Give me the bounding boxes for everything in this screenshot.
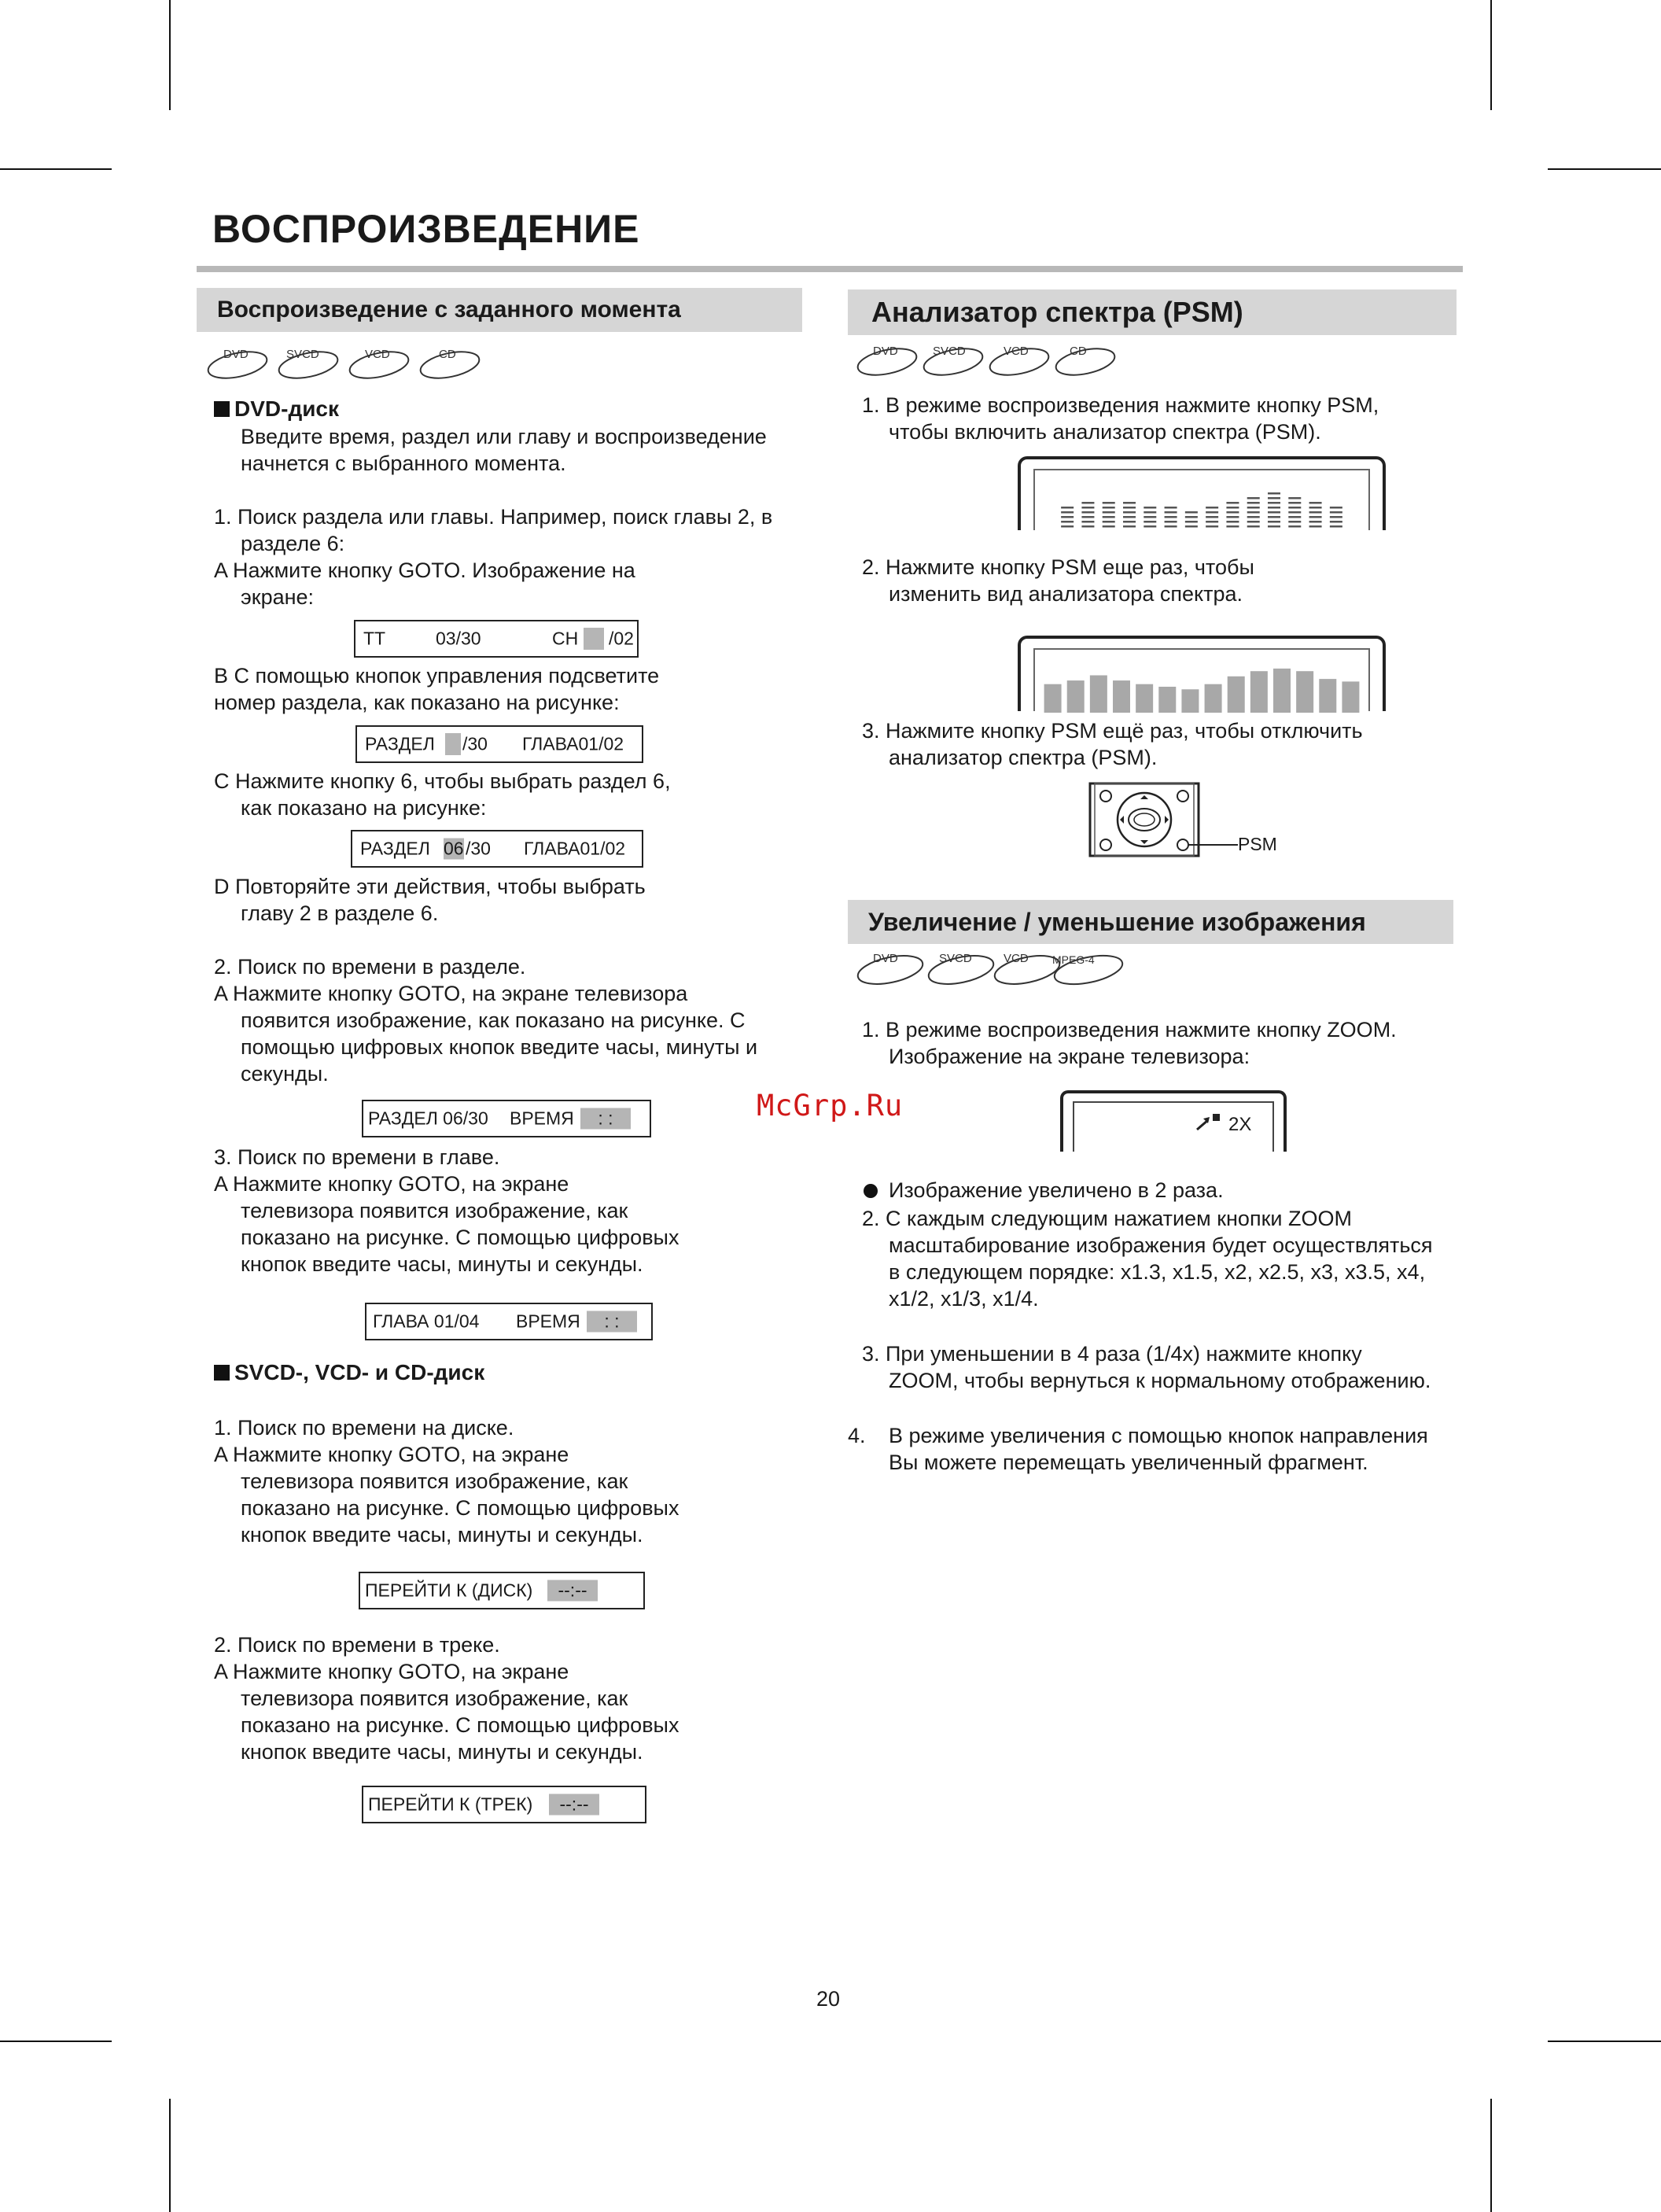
spectrum-segment xyxy=(1330,521,1342,523)
osd-text: /30 xyxy=(466,838,491,859)
step-text: как показано на рисунке: xyxy=(241,796,487,820)
osd-text: ПЕРЕЙТИ К (ТРЕК) xyxy=(368,1794,533,1815)
osd-highlight: 06 xyxy=(444,838,464,859)
spectrum-bar xyxy=(1081,502,1094,528)
svcd-subheading xyxy=(214,1359,484,1386)
step-text: 2. С каждым следующим нажатием кнопки ZOOM xyxy=(862,1207,1352,1230)
spectrum-segment xyxy=(1103,521,1115,523)
zoom-bullet xyxy=(864,1177,1224,1204)
step-text: главу 2 в разделе 6. xyxy=(241,901,439,925)
step-text: изменить вид анализатора спектра. xyxy=(889,582,1243,606)
spectrum-segment xyxy=(1206,511,1218,514)
osd-time-field: --:-- xyxy=(547,1580,598,1602)
spectrum-segment xyxy=(1165,516,1177,518)
crop-mark xyxy=(0,2041,112,2042)
spectrum-bar xyxy=(1309,502,1322,528)
spectrum-segment xyxy=(1123,502,1136,504)
disc-icon-svcd xyxy=(277,346,340,384)
spectrum-bar xyxy=(1067,680,1085,713)
title-rule xyxy=(197,266,1463,272)
spectrum-segment xyxy=(1061,507,1074,509)
spectrum-segment xyxy=(1061,511,1074,514)
spectrum-segment xyxy=(1081,507,1094,509)
spectrum-segment xyxy=(1309,507,1322,509)
spectrum-segment xyxy=(1165,507,1177,509)
step-text: 3. При уменьшении в 4 раза (1/4x) нажмите кнопку xyxy=(862,1342,1362,1366)
step-text: 2. Поиск по времени в треке. xyxy=(214,1633,500,1657)
disc-icon-svcd xyxy=(922,343,985,381)
step-text: 2. Нажмите кнопку PSM еще раз, чтобы xyxy=(862,555,1254,579)
spectrum-segment xyxy=(1081,525,1094,528)
square-bullet-icon xyxy=(214,401,230,417)
svcd-subheading-text: SVCD-, VCD- и CD-диск xyxy=(234,1360,485,1384)
spectrum-segment xyxy=(1185,516,1198,518)
step-text: ZOOM, чтобы вернуться к нормальному отображению. xyxy=(889,1369,1431,1392)
spectrum-segment xyxy=(1288,497,1301,500)
step-text: кнопок введите часы, минуты и секунды. xyxy=(241,1252,643,1276)
watermark: McGrp.Ru xyxy=(757,1089,904,1123)
disc-label: CD xyxy=(439,348,456,361)
spectrum-bar xyxy=(1165,507,1177,528)
osd-text: РАЗДЕЛ xyxy=(360,838,430,859)
spectrum-display-solid xyxy=(1018,636,1386,711)
osd-text: ГЛАВА01/02 xyxy=(524,838,626,859)
spectrum-segment xyxy=(1268,525,1280,528)
disc-icon-svcd xyxy=(926,950,996,990)
spectrum-segment xyxy=(1103,507,1115,509)
step-text: B С помощью кнопок управления подсветите xyxy=(214,664,660,688)
step-number: 4. xyxy=(848,1424,866,1447)
spectrum-segment xyxy=(1081,502,1094,504)
disc-label: SVCD xyxy=(933,345,966,358)
spectrum-segment xyxy=(1206,516,1218,518)
spectrum-segment xyxy=(1061,516,1074,518)
spectrum-bar xyxy=(1247,497,1260,528)
spectrum-bar xyxy=(1144,507,1156,528)
spectrum-bar xyxy=(1226,502,1239,528)
crop-mark xyxy=(169,0,171,110)
disc-label: VCD xyxy=(1004,345,1029,358)
spectrum-bar xyxy=(1228,677,1245,713)
spectrum-bar xyxy=(1103,502,1115,528)
step-text: A Нажмите кнопку GOTO, на экране xyxy=(214,1443,569,1466)
step-text: показано на рисунке. С помощью цифровых xyxy=(241,1226,680,1249)
zoom-tv-screen xyxy=(1060,1090,1287,1152)
step-text: 3. Поиск по времени в главе. xyxy=(214,1145,500,1169)
step-text: появится изображение, как показано на рисунке. С xyxy=(241,1008,746,1032)
disc-icon-dvd xyxy=(206,346,269,384)
crop-mark xyxy=(169,2099,171,2212)
osd-goto-track xyxy=(362,1786,646,1823)
osd-title-chapter xyxy=(354,620,639,658)
crop-mark xyxy=(1490,0,1492,110)
spectrum-segment xyxy=(1247,521,1260,523)
spectrum-segment xyxy=(1185,511,1198,514)
spectrum-segment xyxy=(1123,525,1136,528)
dvd-subheading xyxy=(214,396,339,422)
spectrum-segment xyxy=(1103,511,1115,514)
spectrum-segment xyxy=(1165,525,1177,528)
spectrum-bar xyxy=(1205,684,1222,713)
step-text: помощью цифровых кнопок введите часы, минуты и xyxy=(241,1035,758,1059)
disc-icon-cd xyxy=(418,346,481,384)
spectrum-bar xyxy=(1288,497,1301,528)
spectrum-bar xyxy=(1090,675,1107,713)
step-text: 1. Поиск раздела или главы. Например, поиск главы 2, в xyxy=(214,505,773,529)
spectrum-screen xyxy=(1033,648,1370,711)
spectrum-segment xyxy=(1206,507,1218,509)
spectrum-segment xyxy=(1103,516,1115,518)
spectrum-segment xyxy=(1226,511,1239,514)
spectrum-segment xyxy=(1081,516,1094,518)
spectrum-segment xyxy=(1247,516,1260,518)
spectrum-segment xyxy=(1144,511,1156,514)
spectrum-bar xyxy=(1113,680,1130,713)
spectrum-segment xyxy=(1185,521,1198,523)
spectrum-segment xyxy=(1309,516,1322,518)
spectrum-dashed-bars xyxy=(1035,470,1368,532)
page-title: ВОСПРОИЗВЕДЕНИЕ xyxy=(212,207,640,251)
spectrum-segment xyxy=(1226,525,1239,528)
spectrum-segment xyxy=(1123,521,1136,523)
zoom-bullet-text: Изображение увеличено в 2 раза. xyxy=(889,1178,1224,1202)
spectrum-bar xyxy=(1296,671,1313,713)
spectrum-segment xyxy=(1103,525,1115,528)
remote-control-illustration xyxy=(1088,782,1277,857)
osd-highlight xyxy=(445,733,461,755)
step-text: 1. Поиск по времени на диске. xyxy=(214,1416,514,1440)
spectrum-segment xyxy=(1123,516,1136,518)
spectrum-segment xyxy=(1165,511,1177,514)
step-text: A Нажмите кнопку GOTO, на экране xyxy=(214,1660,569,1683)
crop-mark xyxy=(1490,2099,1492,2212)
spectrum-bar xyxy=(1158,687,1176,713)
spectrum-bar xyxy=(1044,684,1062,713)
spectrum-bar xyxy=(1185,511,1198,528)
disc-label: DVD xyxy=(873,952,898,965)
step-text: номер раздела, как показано на рисунке: xyxy=(214,691,620,714)
bullet-dot-icon xyxy=(864,1184,878,1198)
spectrum-bar xyxy=(1061,507,1074,528)
step-text: кнопок введите часы, минуты и секунды. xyxy=(241,1523,643,1547)
section-heading-seek-text: Воспроизведение с заданного момента xyxy=(217,297,681,323)
osd-time-field: : : xyxy=(587,1311,637,1333)
disc-icon-vcd xyxy=(993,950,1062,990)
disc-icon-vcd xyxy=(348,346,411,384)
spectrum-bar xyxy=(1342,681,1359,713)
zoom-level-text: 2X xyxy=(1228,1114,1252,1135)
spectrum-segment xyxy=(1288,507,1301,509)
spectrum-segment xyxy=(1330,525,1342,528)
osd-highlight xyxy=(584,628,604,650)
crop-mark xyxy=(0,168,112,170)
spectrum-segment xyxy=(1309,525,1322,528)
spectrum-segment xyxy=(1081,511,1094,514)
spectrum-segment xyxy=(1288,516,1301,518)
step-text: 2. Поиск по времени в разделе. xyxy=(214,955,526,979)
spectrum-segment xyxy=(1144,507,1156,509)
step-text: показано на рисунке. С помощью цифровых xyxy=(241,1496,680,1520)
step-text: анализатор спектра (PSM). xyxy=(889,746,1158,769)
spectrum-segment xyxy=(1144,516,1156,518)
osd-goto-disc xyxy=(359,1572,645,1609)
step-text: секунды. xyxy=(241,1062,329,1086)
osd-text: РАЗДЕЛ xyxy=(365,733,435,754)
spectrum-segment xyxy=(1330,516,1342,518)
osd-section-chapter-selected xyxy=(351,830,643,868)
dvd-subheading-text: DVD-диск xyxy=(234,396,340,421)
dvd-intro-line: Введите время, раздел или главу и воспроизведение xyxy=(241,425,767,448)
spectrum-segment xyxy=(1268,516,1280,518)
spectrum-bar xyxy=(1181,689,1199,713)
spectrum-segment xyxy=(1247,507,1260,509)
disc-label: CD xyxy=(1070,345,1087,358)
step-text: A Нажмите кнопку GOTO, на экране телевизора xyxy=(214,982,688,1005)
spectrum-segment xyxy=(1123,507,1136,509)
page-number: 20 xyxy=(816,1987,841,2011)
step-text: в следующем порядке: x1.3, x1.5, x2, x2.5, x3, x3.5, x4, xyxy=(889,1260,1426,1284)
spectrum-solid-bars xyxy=(1035,650,1368,713)
disc-label: VCD xyxy=(1004,952,1029,965)
spectrum-segment xyxy=(1103,502,1115,504)
spectrum-segment xyxy=(1226,502,1239,504)
step-text: кнопок введите часы, минуты и секунды. xyxy=(241,1740,643,1764)
step-text: C Нажмите кнопку 6, чтобы выбрать раздел 6, xyxy=(214,769,671,793)
disc-icon-mpeg4 xyxy=(1052,950,1125,990)
square-bullet-icon xyxy=(214,1365,230,1381)
step-text: 1. В режиме воспроизведения нажмите кнопку PSM, xyxy=(862,393,1379,417)
spectrum-segment xyxy=(1309,502,1322,504)
step-text: x1/2, x1/3, x1/4. xyxy=(889,1287,1039,1311)
spectrum-segment xyxy=(1081,521,1094,523)
osd-chapter-time xyxy=(365,1303,653,1340)
osd-text: CH xyxy=(552,628,579,649)
disc-icon-dvd xyxy=(856,950,925,990)
spectrum-bar xyxy=(1330,507,1342,528)
step-text: телевизора появится изображение, как xyxy=(241,1687,628,1710)
spectrum-segment xyxy=(1309,511,1322,514)
step-text: Вы можете перемещать увеличенный фрагмент. xyxy=(889,1451,1368,1474)
spectrum-bar xyxy=(1206,507,1218,528)
section-heading-psm-text: Анализатор спектра (PSM) xyxy=(871,296,1243,328)
step-text: чтобы включить анализатор спектра (PSM). xyxy=(889,420,1321,444)
osd-text: ПЕРЕЙТИ К (ДИСК) xyxy=(365,1580,533,1601)
crop-mark xyxy=(1548,2041,1661,2042)
osd-text: /02 xyxy=(609,628,634,649)
osd-text: 03/30 xyxy=(436,628,481,649)
spectrum-bar xyxy=(1250,671,1268,713)
spectrum-bar xyxy=(1136,684,1153,713)
spectrum-segment xyxy=(1330,507,1342,509)
spectrum-segment xyxy=(1061,525,1074,528)
spectrum-segment xyxy=(1247,511,1260,514)
spectrum-segment xyxy=(1330,511,1342,514)
step-text: масштабирование изображения будет осуществляться xyxy=(889,1233,1433,1257)
spectrum-segment xyxy=(1268,521,1280,523)
spectrum-segment xyxy=(1268,492,1280,495)
spectrum-segment xyxy=(1247,497,1260,500)
disc-icon-dvd xyxy=(856,343,919,381)
step-text: телевизора появится изображение, как xyxy=(241,1469,628,1493)
spectrum-display-dashed xyxy=(1018,456,1386,530)
step-text: 3. Нажмите кнопку PSM ещё раз, чтобы отключить xyxy=(862,719,1363,743)
spectrum-segment xyxy=(1288,502,1301,504)
osd-time-field: --:-- xyxy=(549,1794,599,1816)
osd-text: ГЛАВА01/02 xyxy=(522,733,624,754)
step-text: A Нажмите кнопку GOTO. Изображение на xyxy=(214,559,635,582)
osd-text: РАЗДЕЛ 06/30 xyxy=(368,1108,488,1129)
spectrum-segment xyxy=(1144,521,1156,523)
spectrum-bar xyxy=(1268,492,1280,528)
step-text: показано на рисунке. С помощью цифровых xyxy=(241,1713,680,1737)
step-text: В режиме увеличения с помощью кнопок направления xyxy=(889,1424,1428,1447)
spectrum-segment xyxy=(1268,507,1280,509)
disc-label: DVD xyxy=(873,345,898,358)
zoom-arrow-icon xyxy=(1194,1112,1222,1133)
spectrum-segment xyxy=(1206,525,1218,528)
osd-section-chapter xyxy=(355,725,643,763)
spectrum-bar xyxy=(1273,669,1291,713)
disc-label: DVD xyxy=(223,348,249,361)
step-text: A Нажмите кнопку GOTO, на экране xyxy=(214,1172,569,1196)
step-text: экране: xyxy=(241,585,315,609)
osd-text: /30 xyxy=(462,733,488,754)
spectrum-segment xyxy=(1061,521,1074,523)
dvd-intro-line: начнется с выбранного момента. xyxy=(241,452,566,475)
spectrum-segment xyxy=(1226,521,1239,523)
step-text: телевизора появится изображение, как xyxy=(241,1199,628,1222)
crop-mark xyxy=(1548,168,1661,170)
spectrum-segment xyxy=(1123,511,1136,514)
psm-callout-label: PSM xyxy=(1238,834,1277,854)
spectrum-segment xyxy=(1309,521,1322,523)
spectrum-screen xyxy=(1033,469,1370,530)
spectrum-segment xyxy=(1268,511,1280,514)
section-heading-zoom xyxy=(848,900,1453,944)
spectrum-segment xyxy=(1247,525,1260,528)
spectrum-segment xyxy=(1247,502,1260,504)
disc-label: SVCD xyxy=(939,952,972,965)
step-text: Изображение на экране телевизора: xyxy=(889,1045,1250,1068)
spectrum-segment xyxy=(1268,497,1280,500)
disc-label: MPEG-4 xyxy=(1052,953,1095,966)
disc-label: VCD xyxy=(365,348,390,361)
spectrum-segment xyxy=(1185,525,1198,528)
spectrum-bar xyxy=(1123,502,1136,528)
osd-text: ВРЕМЯ xyxy=(516,1311,580,1332)
osd-time-field: : : xyxy=(580,1108,631,1130)
step-text: 1. В режиме воспроизведения нажмите кнопку ZOOM. xyxy=(862,1018,1397,1041)
osd-text: ГЛАВА 01/04 xyxy=(373,1311,480,1332)
spectrum-segment xyxy=(1226,516,1239,518)
spectrum-segment xyxy=(1288,511,1301,514)
spectrum-segment xyxy=(1226,507,1239,509)
section-heading-zoom-text: Увеличение / уменьшение изображения xyxy=(868,908,1366,936)
spectrum-bar xyxy=(1319,679,1336,713)
step-text: D Повторяйте эти действия, чтобы выбрать xyxy=(214,875,646,898)
spectrum-segment xyxy=(1268,502,1280,504)
disc-label: SVCD xyxy=(286,348,319,361)
disc-icon-cd xyxy=(1054,343,1117,381)
spectrum-segment xyxy=(1206,521,1218,523)
disc-icon-vcd xyxy=(988,343,1051,381)
spectrum-segment xyxy=(1165,521,1177,523)
osd-text: ВРЕМЯ xyxy=(510,1108,574,1129)
section-heading-psm xyxy=(848,289,1457,335)
spectrum-segment xyxy=(1288,525,1301,528)
step-text: разделе 6: xyxy=(241,532,345,555)
spectrum-segment xyxy=(1144,525,1156,528)
section-heading-seek xyxy=(197,288,802,332)
osd-text: TT xyxy=(363,628,386,649)
spectrum-segment xyxy=(1288,521,1301,523)
osd-section-time xyxy=(362,1100,651,1137)
